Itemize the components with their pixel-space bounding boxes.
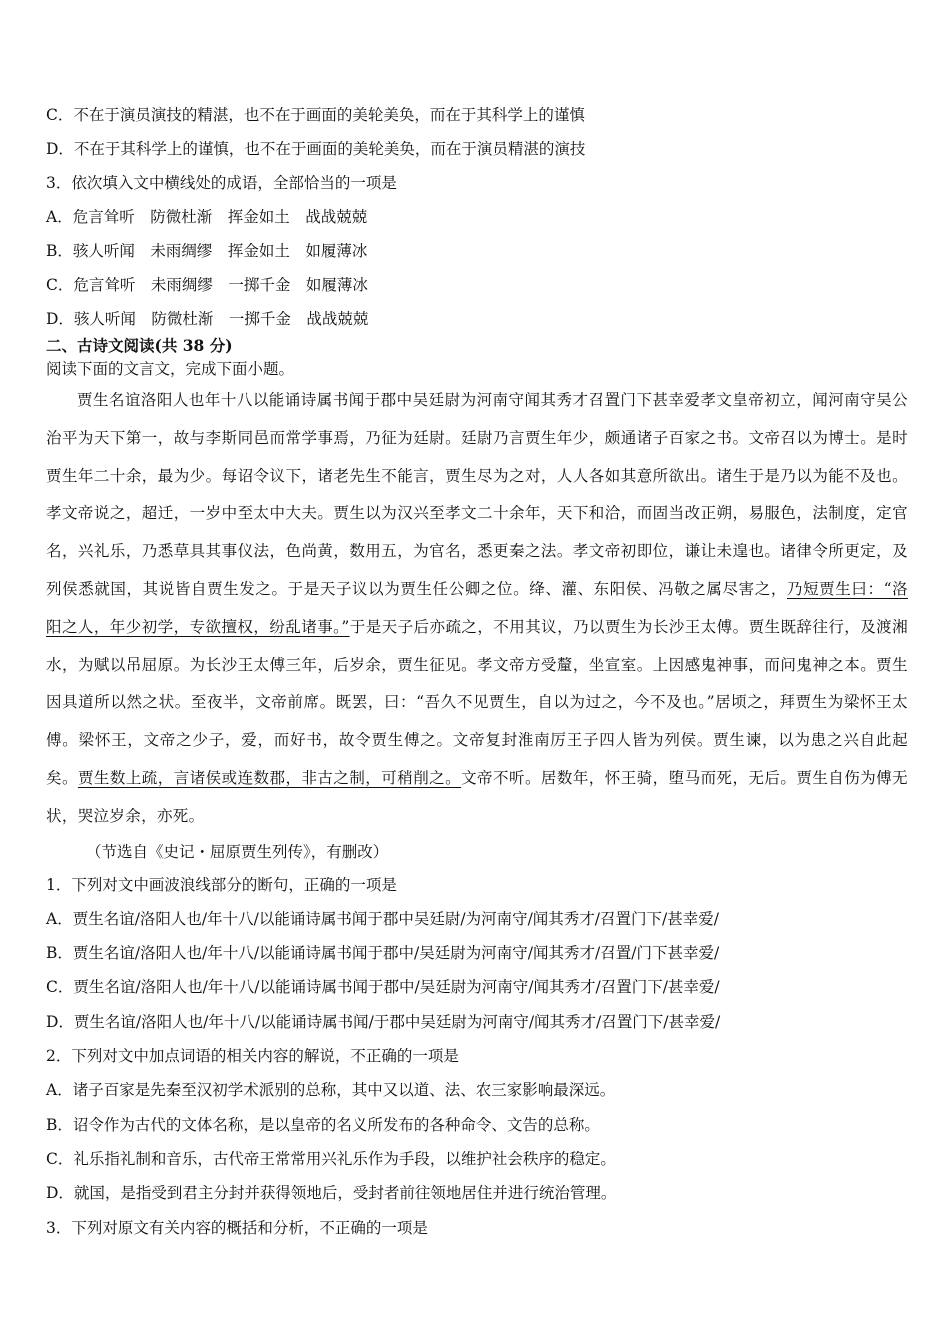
passage-paragraph [46, 382, 908, 836]
question-stem: 1．下列对文中画波浪线部分的断句，正确的一项是 [46, 875, 397, 894]
option-d: D．骇人听闻 防微杜渐 一掷千金 战战兢兢 [46, 310, 369, 328]
passage-text: 贾生名谊洛阳人也年十八以能诵诗属书闻于郡中吴廷尉为河南守闻其秀才召置门下甚幸爱孝文皇帝初立，闻河南守吴公治平为天下第一，故与李斯同邑而常学事焉，乃征为廷尉。廷尉乃言贾生年少，颇通诸子百家之书。文帝召以为博士。是时贾生年二十余，最为少。每诏令议下，诸老先生不能言，贾生尽为之对，人人各如其意所欲出。诸生于是乃以为能不及也。孝文帝说之，超迁，一岁中至太中大夫。贾生以为汉兴至孝文二十余年，天下和洽，而固当改正朔，易服色，法制度，定官名，兴礼乐，乃悉草具其事仪法，色尚黄，数用五，为官名，悉更秦之法。孝文帝初即位，谦让未遑也。诸律令所更定，及列侯悉就国，其说皆自贾生发之。于是天子议以为贾生任公卿之位。绛、灌、东阳侯、冯敬之属尽害之， [46, 391, 908, 598]
passage-source: （节选自《史记・屈原贾生列传》，有删改） [86, 842, 389, 861]
question-stem: 2．下列对文中加点词语的相关内容的解说，不正确的一项是 [46, 1047, 459, 1066]
passage-text: 文帝不听。居数年，怀王骑，堕马而死，无后。贾生自伤为傅无状，哭泣岁余，亦死。 [46, 768, 908, 825]
option-d: D．就国，是指受到君主分封并获得领地后，受封者前往领地居住并进行统治管理。 [46, 1184, 617, 1203]
option-a: A．危言耸听 防微杜渐 挥金如土 战战兢兢 [46, 208, 368, 226]
option-d: D．贾生名谊/洛阳人也/年十八/以能诵诗属书闻/于郡中吴廷尉为河南守/闻其秀才/召置门下/甚幸爱/ [46, 1012, 721, 1031]
option-a: A．贾生名谊/洛阳人也/年十八/以能诵诗属书闻于郡中吴廷尉/为河南守/闻其秀才/召置门下/甚幸爱/ [46, 909, 719, 928]
option-b: B．骇人听闻 未雨绸缪 挥金如土 如履薄冰 [46, 242, 368, 260]
option-c: C．不在于演员演技的精湛，也不在于画面的美轮美奂，而在于其科学上的谨慎 [46, 106, 585, 124]
option-c: C．礼乐指礼制和音乐，古代帝王常常用兴礼乐作为手段，以维护社会秩序的稳定。 [46, 1149, 616, 1168]
option-c: C．贾生名谊/洛阳人也/年十八/以能诵诗属书闻于郡中/吴廷尉为河南守/闻其秀才/召置门下/甚幸爱/ [46, 978, 720, 997]
section-intro: 阅读下面的文言文，完成下面小题。 [46, 360, 295, 378]
exam-page [46, 98, 908, 1245]
question-stem: 3．下列对原文有关内容的概括和分析，不正确的一项是 [46, 1218, 428, 1237]
classical-passage [46, 382, 908, 836]
passage-text: 于是天子后亦疏之，不用其议，乃以贾生为长沙王太傅。贾生既辞往行，及渡湘水，为赋以吊屈原。为长沙王太傅三年，后岁余，贾生征见。孝文帝方受釐，坐宣室。上因感鬼神事，而问鬼神之本。贾生因具道所以然之状。至夜半，文帝前席。既罢，曰：“吾久不见贾生，自以为过之，今不及也。”居顷之，拜贾生为梁怀王太傅。梁怀王，文帝之少子，爱，而好书，故令贾生傅之。文帝复封淮南厉王子四人皆为列侯。贾生谏，以为患之兴自此起矣。 [46, 617, 908, 787]
section-title: 二、古诗文阅读(共 38 分) [46, 336, 233, 355]
underlined-sentence: 贾生数上疏，言诸侯或连数郡，非古之制，可稍削之。 [77, 768, 462, 787]
question-stem: 3．依次填入文中横线处的成语，全部恰当的一项是 [46, 174, 397, 192]
option-b: B．贾生名谊/洛阳人也/年十八/以能诵诗属书闻于郡中/吴廷尉为河南守/闻其秀才/召置/门下甚幸爱/ [46, 944, 720, 963]
underlined-sentence: 乃短贾生曰：“洛阳之人，年少初学，专欲擅权，纷乱诸事。” [46, 579, 908, 636]
option-b: B．诏令作为古代的文体名称，是以皇帝的名义所发布的各种命令、文告的总称。 [46, 1115, 600, 1134]
option-c: C．危言耸听 未雨绸缪 一掷千金 如履薄冰 [46, 276, 368, 294]
option-d: D．不在于其科学上的谨慎，也不在于画面的美轮美奂，而在于演员精湛的演技 [46, 140, 586, 158]
option-a: A．诸子百家是先秦至汉初学术派别的总称，其中又以道、法、农三家影响最深远。 [46, 1081, 616, 1100]
